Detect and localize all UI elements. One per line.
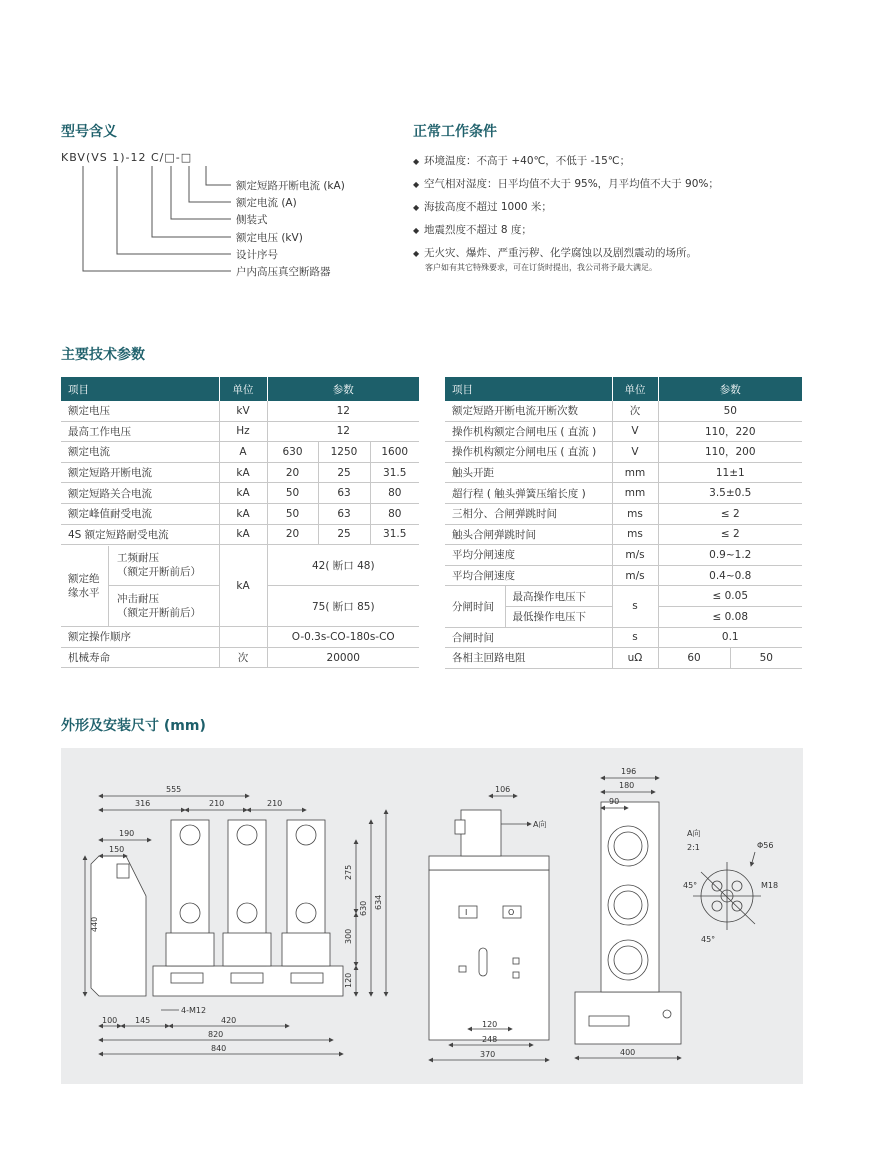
legend-rated-voltage: 额定电压 (kV) — [236, 232, 303, 244]
condition-item: ◆ 无火灾、爆炸、严重污秽、化学腐蚀以及剧烈震动的场所。 — [413, 242, 833, 265]
model-meaning-title: 型号含义 — [61, 124, 117, 140]
dim-840: 840 — [211, 1044, 227, 1053]
legend-side-mounted: 侧装式 — [236, 214, 268, 226]
insulation-level-label: 额定绝缘水平 — [61, 546, 109, 626]
conditions-title: 正常工作条件 — [413, 124, 497, 140]
condition-item: ◆ 空气相对湿度：日平均值不大于 95%，月平均值不大于 90%； — [413, 173, 833, 196]
condition-item: ◆ 地震烈度不超过 8 度； — [413, 219, 833, 242]
dim-120-side: 120 — [482, 1020, 498, 1029]
m18-label: M18 — [761, 881, 779, 890]
dim-90: 90 — [609, 797, 620, 806]
dim-420: 420 — [221, 1016, 237, 1025]
dim-275: 275 — [344, 864, 353, 880]
dim-210-b: 210 — [267, 799, 283, 808]
diamond-bullet-icon: ◆ — [413, 157, 420, 166]
table-row: 额定短路开断电流开断次数 次 50 — [445, 401, 802, 421]
table-row: 超行程 ( 触头弹簧压缩长度 ) mm 3.5±0.5 — [445, 483, 802, 504]
dim-820: 820 — [208, 1030, 224, 1039]
table-row: 三相分、合闸弹跳时间 ms ≤ 2 — [445, 503, 802, 524]
table-row: 触头合闸弹跳时间 ms ≤ 2 — [445, 524, 802, 545]
dim-440: 440 — [90, 916, 99, 932]
button-i-label: I — [465, 908, 468, 917]
freq-withstand-label: 工频耐压 （额定开断前后） — [109, 546, 219, 587]
condition-item: ◆ 环境温度：不高于 +40℃，不低于 -15℃； — [413, 150, 833, 173]
table-row: 机械寿命 次 20000 — [61, 647, 419, 668]
dim-120: 120 — [344, 972, 353, 988]
diamond-bullet-icon: ◆ — [413, 249, 420, 258]
dim-100: 100 — [102, 1016, 118, 1025]
table-row: 75( 断口 85) — [61, 586, 419, 627]
table-row: 触头开距 mm 11±1 — [445, 462, 802, 483]
legend-rated-current: 额定电流 (A) — [236, 197, 297, 209]
dimensions-title: 外形及安装尺寸 (mm) — [61, 718, 206, 734]
tech-params-title: 主要技术参数 — [61, 347, 145, 363]
legend-design-serial: 设计序号 — [236, 249, 278, 261]
table-row: 平均分闸速度 m/s 0.9~1.2 — [445, 545, 802, 566]
impulse-withstand-label: 冲击耐压 （额定开断前后） — [117, 592, 201, 619]
dim-248: 248 — [482, 1035, 498, 1044]
header-unit: 单位 — [612, 377, 658, 401]
header-params: 参数 — [658, 377, 802, 401]
header-unit: 单位 — [219, 377, 267, 401]
table-row: 最高工作电压 Hz 12 — [61, 421, 419, 442]
table-row: 额定峰值耐受电流 kA 50 63 80 — [61, 503, 419, 524]
rear-view — [575, 778, 681, 1058]
table-row: 合闸时间 s 0.1 — [445, 627, 802, 648]
legend-breaker-type: 户内高压真空断路器 — [236, 266, 331, 278]
conditions-list — [413, 150, 833, 265]
spec-table-left — [61, 377, 419, 668]
dimension-drawing-panel — [61, 748, 803, 1084]
diamond-bullet-icon: ◆ — [413, 180, 420, 189]
header-params: 参数 — [267, 377, 419, 401]
diamond-bullet-icon: ◆ — [413, 226, 420, 235]
table-row: 额定短路开断电流 kA 20 25 31.5 — [61, 462, 419, 483]
dim-555: 555 — [166, 785, 182, 794]
dim-300: 300 — [344, 928, 353, 944]
table-header — [445, 377, 802, 401]
diamond-bullet-icon: ◆ — [413, 203, 420, 212]
dim-145: 145 — [135, 1016, 151, 1025]
detail-scale: 2:1 — [687, 843, 700, 852]
phi-56: Φ56 — [757, 841, 774, 850]
table-header — [61, 377, 419, 401]
bolt-4-m12: 4-M12 — [181, 1006, 207, 1015]
dim-106: 106 — [495, 785, 511, 794]
table-row: 额定操作顺序 O-0.3s-CO-180s-CO — [61, 627, 419, 648]
table-row: 操作机构额定分闸电压 ( 直流 ) V 110，200 — [445, 442, 802, 463]
dim-150: 150 — [109, 845, 125, 854]
table-row: 额定短路关合电流 kA 50 63 80 — [61, 483, 419, 504]
table-row: 平均合闸速度 m/s 0.4~0.8 — [445, 565, 802, 586]
dimension-drawing — [61, 748, 803, 1084]
header-item: 项目 — [61, 377, 219, 401]
legend-breaking-current: 额定短路开断电流 (kA) — [236, 180, 345, 192]
table-row: 额定电压 kV 12 — [61, 401, 419, 421]
angle-45-a: 45° — [683, 881, 698, 890]
dim-630: 630 — [359, 900, 368, 916]
angle-45-b: 45° — [701, 935, 716, 944]
dim-196: 196 — [621, 767, 637, 776]
table-row: 操作机构额定合闸电压 ( 直流 ) V 110，220 — [445, 421, 802, 442]
dim-316: 316 — [135, 799, 151, 808]
table-row: 分闸时间 最高操作电压下 s ≤ 0.05 — [445, 586, 802, 607]
table-row: 各相主回路电阻 uΩ 60 50 — [445, 648, 802, 669]
button-o-label: O — [508, 908, 515, 917]
dim-634: 634 — [374, 894, 383, 910]
condition-item: ◆ 海拔高度不超过 1000 米； — [413, 196, 833, 219]
opening-time-label: 分闸时间 — [445, 586, 505, 627]
detail-title: A向 — [687, 829, 701, 838]
table-row: 最低操作电压下 ≤ 0.08 — [445, 606, 802, 627]
header-item: 项目 — [445, 377, 612, 401]
detail-view-a — [693, 852, 761, 930]
direction-a-label: A向 — [533, 820, 547, 829]
model-code: KBV(VS 1)-12 C/□-□ — [61, 151, 193, 164]
dim-190: 190 — [119, 829, 135, 838]
conditions-note: 客户如有其它特殊要求，可在订货时提出，我公司将予最大满足。 — [425, 263, 657, 272]
dim-400: 400 — [620, 1048, 636, 1057]
table-row: 额定绝缘水平 工频耐压 （额定开断前后） 冲击耐压 （额定开断前后） kA 42( 断口 48) — [61, 545, 419, 586]
dim-210-a: 210 — [209, 799, 225, 808]
dim-370: 370 — [480, 1050, 496, 1059]
spec-table-right — [445, 377, 802, 669]
dim-180: 180 — [619, 781, 635, 790]
table-row: 4S 额定短路耐受电流 kA 20 25 31.5 — [61, 524, 419, 545]
table-row: 额定电流 A 630 1250 1600 — [61, 442, 419, 463]
